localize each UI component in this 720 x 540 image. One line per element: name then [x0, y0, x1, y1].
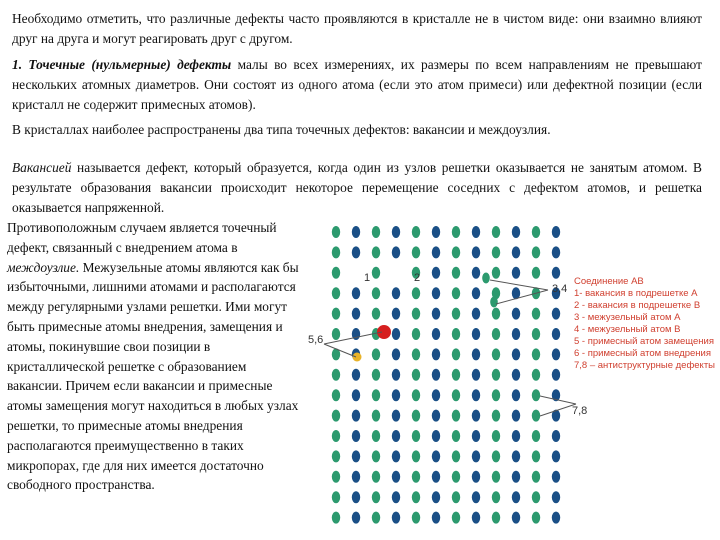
- lattice-atom: [472, 512, 480, 524]
- lattice-atom: [372, 267, 380, 279]
- lattice-atom: [332, 450, 340, 462]
- interstitial-atom: [482, 273, 490, 284]
- lattice-atom: [392, 450, 400, 462]
- lattice-atom: [472, 410, 480, 422]
- intro-paragraph: [12, 9, 702, 49]
- lattice-atom: [432, 267, 440, 279]
- lattice-atom: [372, 348, 380, 360]
- lattice-atom: [512, 226, 520, 238]
- lattice-atom: [512, 369, 520, 381]
- lattice-atom: [392, 246, 400, 258]
- lattice-atom: [472, 491, 480, 503]
- interstitial-atom: [490, 297, 498, 308]
- lattice-atom: [492, 491, 500, 503]
- lattice-atom: [512, 450, 520, 462]
- vacancy-text: называется дефект, который образуется, когда один из узлов решетки оказывается не занятым атомом. В результате образования вакансии происходит некоторое перемещение соседних с дефектом атомов, и решетка оказывается напряженной.: [12, 160, 702, 215]
- pointer-line-34: [490, 280, 548, 290]
- lattice-atom: [532, 491, 540, 503]
- lattice-atom: [472, 308, 480, 320]
- lattice-atom: [452, 410, 460, 422]
- legend-title: Соединение АВ: [574, 276, 644, 287]
- lattice-atom: [412, 328, 420, 340]
- lattice-atom: [472, 267, 480, 279]
- lattice-atom: [452, 287, 460, 299]
- lattice-atom: [432, 450, 440, 462]
- lattice-atom: [452, 450, 460, 462]
- lattice-atom: [452, 389, 460, 401]
- lattice-atom: [552, 512, 560, 524]
- lattice-atom: [372, 471, 380, 483]
- lattice-atom: [492, 246, 500, 258]
- lattice-atom: [512, 348, 520, 360]
- lattice-atom: [552, 226, 560, 238]
- legend-item-5: 5 - примесный атом замещения: [574, 336, 714, 347]
- lattice-atom: [452, 430, 460, 442]
- lattice-atom: [412, 287, 420, 299]
- lattice-atom: [372, 226, 380, 238]
- lattice-atom: [372, 512, 380, 524]
- lattice-atom: [392, 512, 400, 524]
- vacancy-paragraph: [12, 158, 702, 218]
- lattice-atom: [372, 491, 380, 503]
- legend-item-6: 6 - примесный атом внедрения: [574, 348, 711, 359]
- lattice-atom: [432, 512, 440, 524]
- interstitial-text-after: Межузельные атомы являются как бы избыточными, лишними атомами и располагаются между регулярными узлами решетки. Ими могут быть примесные атомы внедрения, замещения и атомы, покинувшие свои позиции в кристаллической решетке с образованием вакансии. Причем если вакансии и примесные атомы замещения могут находиться в любых узлах решетки, то примесные атомы внедрения располагаются преимущественно в таких микропорах, где для них имеется достаточно свободного пространства.: [7, 259, 299, 493]
- lattice-atom: [332, 267, 340, 279]
- lattice-atom: [472, 287, 480, 299]
- lattice-atom: [492, 308, 500, 320]
- lattice-atom: [472, 226, 480, 238]
- lattice-atom: [432, 430, 440, 442]
- lattice-atom: [472, 471, 480, 483]
- lattice-atom: [532, 348, 540, 360]
- lattice-atom: [372, 410, 380, 422]
- label-34: 3,4: [552, 283, 568, 295]
- lattice-figure: [300, 220, 720, 540]
- lattice-atom: [512, 246, 520, 258]
- lattice-atom: [452, 471, 460, 483]
- lattice-atom: [492, 226, 500, 238]
- label-1: 1: [364, 272, 371, 284]
- lattice-atom: [412, 308, 420, 320]
- lattice-atom: [452, 267, 460, 279]
- lattice-atom: [532, 389, 540, 401]
- lattice-atom: [352, 246, 360, 258]
- lattice-atom: [552, 430, 560, 442]
- lattice-atom: [332, 430, 340, 442]
- lattice-atom: [552, 491, 560, 503]
- lattice-atom: [532, 328, 540, 340]
- lattice-atom: [532, 267, 540, 279]
- lattice-atom: [432, 308, 440, 320]
- legend-item-4: 4 - межузельный атом В: [574, 324, 681, 335]
- lattice-atom: [452, 226, 460, 238]
- pointer-line-34b: [496, 290, 548, 304]
- lattice-atom: [512, 389, 520, 401]
- lattice-atom: [352, 512, 360, 524]
- lattice-atom: [512, 410, 520, 422]
- lattice-atoms: [332, 226, 560, 524]
- lattice-atom: [332, 369, 340, 381]
- lattice-atom: [332, 410, 340, 422]
- lattice-atom: [492, 430, 500, 442]
- lattice-atom: [432, 348, 440, 360]
- vacancy-term: Вакансией: [12, 160, 72, 175]
- lattice-atom: [492, 267, 500, 279]
- lattice-atom: [412, 471, 420, 483]
- lattice-atom: [552, 308, 560, 320]
- lattice-atom: [552, 471, 560, 483]
- lattice-atom: [472, 389, 480, 401]
- lattice-atom: [352, 430, 360, 442]
- lattice-atom: [392, 287, 400, 299]
- lattice-atom: [512, 328, 520, 340]
- lattice-atom: [412, 246, 420, 258]
- legend: [574, 276, 715, 371]
- lattice-atom: [472, 430, 480, 442]
- lattice-atom: [392, 328, 400, 340]
- lattice-atom: [372, 246, 380, 258]
- lattice-atom: [472, 348, 480, 360]
- lattice-atom: [412, 369, 420, 381]
- lattice-atom: [512, 308, 520, 320]
- lattice-atom: [352, 389, 360, 401]
- lattice-atom: [432, 226, 440, 238]
- lattice-atom: [372, 308, 380, 320]
- lattice-atom: [392, 308, 400, 320]
- lattice-atom: [332, 491, 340, 503]
- lattice-atom: [552, 450, 560, 462]
- lattice-atom: [492, 450, 500, 462]
- lattice-atom: [332, 287, 340, 299]
- lattice-atom: [432, 471, 440, 483]
- lattice-atom: [532, 246, 540, 258]
- label-56: 5,6: [308, 334, 324, 346]
- lattice-atom: [332, 389, 340, 401]
- lattice-atom: [352, 471, 360, 483]
- lattice-atom: [352, 369, 360, 381]
- legend-item-1: 1- вакансия в подрешетке А: [574, 288, 698, 299]
- lattice-atom: [352, 287, 360, 299]
- label-78: 7,8: [572, 405, 588, 417]
- lattice-atom: [452, 328, 460, 340]
- lattice-atom: [372, 287, 380, 299]
- lattice-atom: [452, 308, 460, 320]
- lattice-atom: [352, 491, 360, 503]
- lattice-atom: [332, 308, 340, 320]
- lattice-atom: [552, 328, 560, 340]
- lattice-atom: [492, 369, 500, 381]
- lattice-atom: [332, 471, 340, 483]
- lattice-atom: [412, 226, 420, 238]
- lattice-atom: [512, 430, 520, 442]
- lattice-atom: [512, 267, 520, 279]
- interstitial-text-before: Противоположным случаем является точечный дефект, связанный с внедрением атома в: [7, 220, 277, 255]
- lattice-atom: [392, 430, 400, 442]
- lattice-atom: [532, 471, 540, 483]
- lattice-atom: [532, 512, 540, 524]
- lattice-atom: [352, 226, 360, 238]
- lattice-atom: [412, 450, 420, 462]
- lattice-atom: [392, 348, 400, 360]
- lattice-atom: [532, 226, 540, 238]
- lattice-atom: [532, 450, 540, 462]
- lattice-atom: [492, 512, 500, 524]
- lattice-atom: [472, 369, 480, 381]
- lattice-atom: [492, 410, 500, 422]
- lattice-atom: [432, 410, 440, 422]
- interstitial-paragraph: [7, 218, 299, 495]
- lattice-atom: [412, 389, 420, 401]
- lattice-atom: [532, 308, 540, 320]
- lattice-atom: [392, 471, 400, 483]
- lattice-atom: [412, 512, 420, 524]
- lattice-atom: [432, 491, 440, 503]
- lattice-atom: [472, 328, 480, 340]
- lattice-atom: [332, 512, 340, 524]
- lattice-atom: [392, 491, 400, 503]
- lattice-atom: [432, 246, 440, 258]
- lattice-atom: [372, 369, 380, 381]
- lattice-atom: [432, 287, 440, 299]
- lattice-atom: [412, 348, 420, 360]
- lattice-atom: [512, 491, 520, 503]
- lattice-atom: [452, 491, 460, 503]
- intro-text: Необходимо отметить, что различные дефекты часто проявляются в кристалле не в чистом виде: они взаимно влияют друг на друга и могут реагировать друг с другом.: [12, 11, 702, 46]
- lattice-atom: [332, 226, 340, 238]
- interstitial-term: междоузлие.: [7, 259, 80, 275]
- lattice-atom: [392, 389, 400, 401]
- legend-item-7: 7,8 – антиструктурные дефекты: [574, 360, 715, 371]
- lattice-atom: [552, 348, 560, 360]
- legend-item-2: 2 - вакансия в подрешетке В: [574, 300, 701, 311]
- lattice-atom: [472, 246, 480, 258]
- lattice-atom: [492, 389, 500, 401]
- lattice-atom: [492, 328, 500, 340]
- lattice-atom: [532, 430, 540, 442]
- two-types-text: В кристаллах наиболее распространены два типа точечных дефектов: вакансии и междоузлия.: [12, 122, 551, 137]
- lattice-atom: [372, 389, 380, 401]
- lattice-atom: [392, 369, 400, 381]
- lattice-atom: [332, 328, 340, 340]
- point-defects-paragraph: [12, 55, 702, 115]
- lattice-atom: [392, 226, 400, 238]
- point-defects-term: 1. Точечные (нульмерные) дефекты: [12, 57, 232, 72]
- lattice-atom: [452, 246, 460, 258]
- lattice-atom: [512, 471, 520, 483]
- lattice-atom: [532, 410, 540, 422]
- lattice-atom: [432, 328, 440, 340]
- lattice-atom: [392, 410, 400, 422]
- lattice-atom: [352, 410, 360, 422]
- lattice-atom: [412, 491, 420, 503]
- two-types-paragraph: [12, 120, 702, 140]
- point-defects-text: малы во всех измерениях, их размеры по всем направлениям не превышают нескольких атомных диаметров. Они состоят из одного атома (если это атом примеси) или дефектной позиции (если кристалл не содержит примесных атомов).: [12, 57, 702, 112]
- lattice-atom: [332, 246, 340, 258]
- lattice-atom: [552, 246, 560, 258]
- lattice-atom: [432, 369, 440, 381]
- lattice-atom: [412, 430, 420, 442]
- lattice-atom: [412, 410, 420, 422]
- substitutional-impurity-atom: [377, 325, 391, 339]
- lattice-atom: [452, 512, 460, 524]
- lattice-atom: [472, 450, 480, 462]
- lattice-atom: [372, 430, 380, 442]
- lattice-atom: [352, 308, 360, 320]
- lattice-atom: [552, 369, 560, 381]
- lattice-atom: [532, 369, 540, 381]
- lattice-atom: [372, 450, 380, 462]
- lattice-atom: [492, 348, 500, 360]
- lattice-atom: [352, 450, 360, 462]
- lattice-atom: [452, 348, 460, 360]
- legend-item-3: 3 - межузельный атом А: [574, 312, 681, 323]
- lattice-atom: [452, 369, 460, 381]
- lattice-atom: [512, 512, 520, 524]
- label-2: 2: [414, 272, 421, 284]
- lattice-atom: [552, 267, 560, 279]
- lattice-atom: [432, 389, 440, 401]
- interstitial-impurity-atom: [353, 353, 362, 362]
- lattice-atom: [492, 471, 500, 483]
